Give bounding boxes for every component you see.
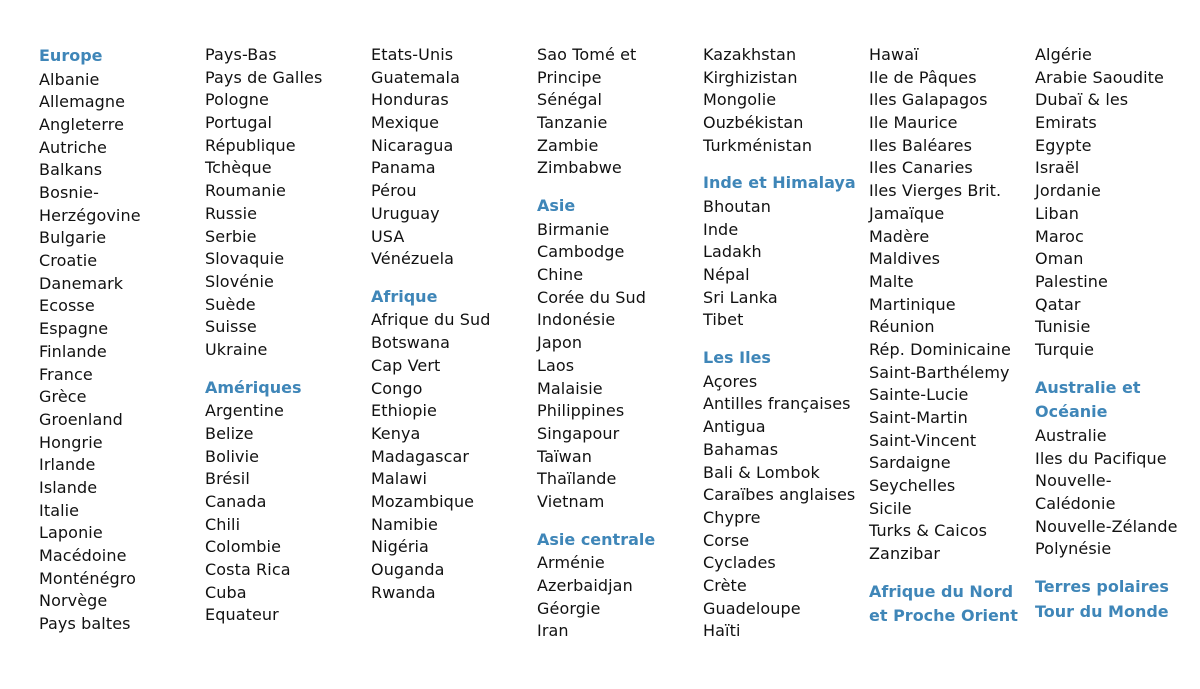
destination-item[interactable]: Ecosse — [39, 296, 95, 316]
region-block — [869, 566, 1035, 629]
destination-item[interactable]: Arménie — [537, 553, 605, 573]
destination-item[interactable]: Palestine — [1035, 271, 1108, 291]
destination-item[interactable]: USA — [371, 226, 405, 246]
destination-item[interactable]: Herzégovine — [39, 205, 141, 225]
destination-item[interactable]: Finlande — [39, 341, 107, 361]
destination-item[interactable]: Nouvelle- — [1035, 471, 1112, 491]
destination-item[interactable]: Réunion — [869, 317, 935, 337]
destination-item[interactable]: Nigéria — [371, 537, 429, 557]
destination-item[interactable]: Kazakhstan — [703, 45, 797, 64]
destination-item[interactable]: Equateur — [205, 605, 279, 625]
destination-item[interactable]: Tchèque — [205, 158, 272, 178]
destination-item[interactable]: Laponie — [39, 523, 103, 543]
destination-item[interactable]: Albanie — [39, 69, 100, 89]
destination-item[interactable]: Jordanie — [1035, 181, 1101, 201]
destination-item[interactable]: Afrique du Sud — [371, 310, 491, 330]
destination-item[interactable]: Azerbaidjan — [537, 575, 633, 595]
destination-item[interactable]: Cap Vert — [371, 355, 441, 375]
column-5 — [703, 44, 869, 643]
destination-item[interactable]: Corse — [703, 530, 750, 550]
region-block — [39, 44, 205, 636]
destination-item[interactable]: Slovaquie — [205, 249, 285, 269]
region-heading[interactable]: Terres polaires — [1035, 576, 1169, 596]
destination-item[interactable]: Pays de Galles — [205, 67, 323, 87]
region-heading[interactable]: Océanie — [1035, 402, 1108, 422]
column-7 — [1035, 44, 1200, 624]
destination-item[interactable]: Zimbabwe — [537, 158, 622, 178]
destination-item[interactable]: Israël — [1035, 158, 1080, 178]
destination-item[interactable]: Turquie — [1035, 339, 1095, 359]
destination-item[interactable]: Madagascar — [371, 446, 470, 466]
region-block — [205, 44, 371, 362]
destination-item[interactable]: Thaïlande — [537, 469, 617, 489]
destination-item[interactable]: Ile de Pâques — [869, 67, 977, 87]
destination-item[interactable]: Qatar — [1035, 294, 1081, 314]
destination-item[interactable]: Liban — [1035, 203, 1079, 223]
region-block — [869, 44, 1035, 566]
destination-item[interactable]: Caraïbes anglaises — [703, 485, 856, 505]
destination-item[interactable]: Crète — [703, 575, 747, 595]
region-block — [1035, 44, 1200, 362]
destination-item[interactable]: Ouganda — [371, 560, 445, 580]
destination-item[interactable]: Chypre — [703, 507, 761, 527]
destination-item[interactable]: Cyclades — [703, 553, 776, 573]
destination-item[interactable]: Emirats — [1035, 113, 1097, 133]
region-heading[interactable]: Europe — [39, 46, 103, 65]
destination-item[interactable]: Maldives — [869, 249, 941, 269]
destination-item[interactable]: Népal — [703, 265, 750, 285]
destination-item[interactable]: Belize — [205, 423, 254, 443]
region-heading[interactable]: Australie et — [1035, 377, 1141, 397]
destination-item[interactable]: Algérie — [1035, 45, 1092, 64]
region-heading[interactable]: Afrique du Nord — [869, 581, 1014, 601]
destination-item[interactable]: Birmanie — [537, 219, 610, 239]
destination-item[interactable]: Vénézuela — [371, 249, 455, 269]
destination-item[interactable]: Bahamas — [703, 439, 779, 459]
destination-item[interactable]: Croatie — [39, 251, 98, 271]
destination-item[interactable]: Pays-Bas — [205, 45, 277, 64]
region-block — [371, 271, 537, 605]
destination-item[interactable]: Zambie — [537, 135, 599, 155]
destination-item[interactable]: Antigua — [703, 417, 766, 437]
destination-item[interactable]: Iles Baléares — [869, 135, 973, 155]
destination-item[interactable]: Guadeloupe — [703, 598, 801, 618]
destination-item[interactable]: Japon — [537, 333, 583, 353]
destination-item[interactable]: Roumanie — [205, 181, 286, 201]
destination-item[interactable]: Islande — [39, 477, 98, 497]
destination-item[interactable]: Laos — [537, 355, 575, 375]
destination-item[interactable]: Panama — [371, 158, 436, 178]
destination-item[interactable]: Slovénie — [205, 271, 274, 291]
destination-item[interactable]: Kirghizistan — [703, 67, 798, 87]
destination-item[interactable]: Sicile — [869, 498, 912, 518]
destination-item[interactable]: Malawi — [371, 469, 427, 489]
region-heading[interactable]: Les Iles — [703, 348, 771, 368]
destination-item[interactable]: Nouvelle-Zélande — [1035, 516, 1178, 536]
destination-item[interactable]: Pays baltes — [39, 614, 131, 634]
destination-item[interactable]: Corée du Sud — [537, 287, 646, 307]
destination-item[interactable]: Iles du Pacifique — [1035, 448, 1167, 468]
destination-item[interactable]: Bali & Lombok — [703, 462, 820, 482]
destination-item[interactable]: Pérou — [371, 181, 417, 201]
destination-item[interactable]: Portugal — [205, 113, 273, 133]
destination-item[interactable]: Sénégal — [537, 90, 603, 110]
destination-item[interactable]: Iran — [537, 621, 569, 641]
destination-item[interactable]: Botswana — [371, 333, 451, 353]
destination-item[interactable]: Suède — [205, 294, 256, 314]
destination-item[interactable]: Taïwan — [537, 446, 593, 466]
destination-item[interactable]: Ethiopie — [371, 401, 438, 421]
destination-item[interactable]: Cuba — [205, 582, 247, 602]
destination-item[interactable]: Maroc — [1035, 226, 1084, 246]
destination-item[interactable]: Danemark — [39, 273, 124, 293]
destination-item[interactable]: Polynésie — [1035, 539, 1112, 559]
destination-item[interactable]: Inde — [703, 219, 739, 239]
destination-item[interactable]: Balkans — [39, 160, 103, 180]
destination-item[interactable]: Sainte-Lucie — [869, 385, 969, 405]
region-heading[interactable]: et Proche Orient — [869, 606, 1018, 626]
destination-item[interactable]: Serbie — [205, 226, 257, 246]
destination-item[interactable]: Saint-Martin — [869, 408, 968, 427]
destination-item[interactable]: Antilles françaises — [703, 394, 851, 414]
region-heading[interactable]: Tour du Monde — [1035, 601, 1169, 621]
destination-item[interactable]: Angleterre — [39, 114, 125, 134]
destination-item[interactable]: Monténégro — [39, 568, 137, 588]
destination-item[interactable]: Brésil — [205, 469, 250, 489]
destination-item[interactable]: Sardaigne — [869, 453, 951, 473]
destination-item[interactable]: Tunisie — [1035, 317, 1091, 337]
destination-item[interactable]: Bulgarie — [39, 228, 107, 248]
column-1 — [39, 44, 205, 636]
destination-item[interactable]: Egypte — [1035, 135, 1092, 155]
destination-item[interactable]: Kenya — [371, 423, 421, 443]
destination-item[interactable]: Mongolie — [703, 90, 777, 110]
destination-item[interactable]: Philippines — [537, 401, 625, 421]
destination-item[interactable]: Ladakh — [703, 242, 762, 262]
destination-item[interactable]: Congo — [371, 378, 423, 398]
destination-item[interactable]: Macédoine — [39, 546, 127, 566]
destination-item[interactable]: Hongrie — [39, 432, 103, 452]
region-block — [1035, 561, 1200, 624]
destination-item[interactable]: Principe — [537, 67, 602, 87]
region-heading[interactable]: Asie — [537, 196, 576, 216]
destination-item[interactable]: Tanzanie — [537, 113, 608, 133]
destination-item[interactable]: Uruguay — [371, 203, 440, 223]
destination-item[interactable]: Indonésie — [537, 310, 616, 330]
region-heading[interactable]: Inde et Himalaya — [703, 173, 856, 193]
destination-item[interactable]: Açores — [703, 371, 758, 391]
destination-item[interactable]: Singapour — [537, 423, 620, 443]
region-block — [1035, 362, 1200, 561]
region-heading[interactable]: Afrique — [371, 286, 438, 306]
destination-item[interactable]: Rwanda — [371, 582, 436, 602]
destination-item[interactable]: Sri Lanka — [703, 287, 778, 307]
destination-item[interactable]: Dubaï & les — [1035, 90, 1129, 110]
destination-item[interactable]: Turkménistan — [703, 135, 813, 155]
destination-item[interactable]: Chine — [537, 265, 584, 285]
destination-item[interactable]: Costa Rica — [205, 560, 291, 580]
destination-item[interactable]: Vietnam — [537, 491, 605, 511]
destination-item[interactable]: Tibet — [703, 310, 744, 330]
destination-item[interactable]: Irlande — [39, 455, 96, 475]
destination-item[interactable]: Bolivie — [205, 446, 260, 466]
destination-item[interactable]: Turks & Caicos — [869, 521, 988, 541]
destination-item[interactable]: Chili — [205, 514, 241, 534]
destination-item[interactable]: Iles Galapagos — [869, 90, 988, 110]
destination-item[interactable]: Ouzbékistan — [703, 113, 804, 133]
destination-item[interactable]: France — [39, 364, 93, 384]
region-heading[interactable]: Asie centrale — [537, 529, 656, 549]
destination-item[interactable]: Haïti — [703, 621, 741, 641]
destination-item[interactable]: Oman — [1035, 249, 1084, 269]
destination-item[interactable]: Saint-Vincent — [869, 430, 977, 450]
destination-item[interactable]: Norvège — [39, 591, 108, 611]
destination-item[interactable]: Italie — [39, 500, 80, 520]
destination-item[interactable]: Etats-Unis — [371, 45, 454, 64]
destination-item[interactable]: Argentine — [205, 401, 284, 421]
destination-item[interactable]: Malaisie — [537, 378, 603, 398]
destination-item[interactable]: Sao Tomé et — [537, 45, 637, 64]
destination-item[interactable]: Rép. Dominicaine — [869, 339, 1011, 359]
destination-item[interactable]: Groenland — [39, 409, 123, 429]
destination-item[interactable]: Martinique — [869, 294, 956, 314]
destination-item[interactable]: Ile Maurice — [869, 113, 958, 133]
destination-item[interactable]: Pologne — [205, 90, 269, 110]
region-block — [537, 514, 703, 643]
destination-item[interactable]: Zanzibar — [869, 544, 941, 564]
destination-item[interactable]: Calédonie — [1035, 493, 1116, 513]
destination-item[interactable]: Nicaragua — [371, 135, 454, 155]
destination-item[interactable]: Russie — [205, 203, 258, 223]
destination-item[interactable]: Iles Canaries — [869, 158, 973, 178]
destination-item[interactable]: Madère — [869, 226, 930, 246]
destination-item[interactable]: Ukraine — [205, 339, 268, 359]
destination-item[interactable]: Iles Vierges Brit. — [869, 181, 1002, 201]
destination-item[interactable]: Namibie — [371, 514, 438, 534]
destination-item[interactable]: République — [205, 135, 296, 155]
destination-item[interactable]: Bosnie- — [39, 183, 100, 203]
column-2 — [205, 44, 371, 627]
destination-item[interactable]: Guatemala — [371, 67, 461, 87]
destination-item[interactable]: Canada — [205, 491, 267, 511]
destination-item[interactable]: Géorgie — [537, 598, 601, 618]
destination-item[interactable]: Grèce — [39, 387, 87, 407]
destination-item[interactable]: Australie — [1035, 425, 1107, 445]
destination-item[interactable]: Saint-Barthélemy — [869, 362, 1010, 382]
destination-item[interactable]: Mozambique — [371, 491, 475, 511]
destination-item[interactable]: Colombie — [205, 537, 282, 557]
destination-item[interactable]: Suisse — [205, 317, 257, 337]
destination-item[interactable]: Mexique — [371, 113, 440, 133]
region-block — [371, 44, 537, 271]
destination-item[interactable]: Seychelles — [869, 476, 956, 496]
region-heading[interactable]: Amériques — [205, 377, 302, 397]
column-6 — [869, 44, 1035, 629]
destination-item[interactable]: Cambodge — [537, 242, 625, 262]
destination-item[interactable]: Malte — [869, 271, 914, 291]
column-4 — [537, 44, 703, 643]
destination-item[interactable]: Jamaïque — [869, 203, 945, 223]
region-block — [703, 44, 869, 157]
column-3 — [371, 44, 537, 604]
region-block — [703, 332, 869, 643]
destination-item[interactable]: Hawaï — [869, 45, 919, 64]
destination-item[interactable]: Espagne — [39, 319, 109, 339]
destination-item[interactable]: Honduras — [371, 90, 449, 110]
destination-item[interactable]: Allemagne — [39, 92, 126, 112]
destination-item[interactable]: Bhoutan — [703, 197, 771, 217]
destination-item[interactable]: Arabie Saoudite — [1035, 67, 1164, 87]
region-block — [537, 180, 703, 514]
region-block — [537, 44, 703, 180]
region-block — [205, 362, 371, 627]
destination-item[interactable]: Autriche — [39, 137, 107, 157]
region-block — [703, 157, 869, 332]
